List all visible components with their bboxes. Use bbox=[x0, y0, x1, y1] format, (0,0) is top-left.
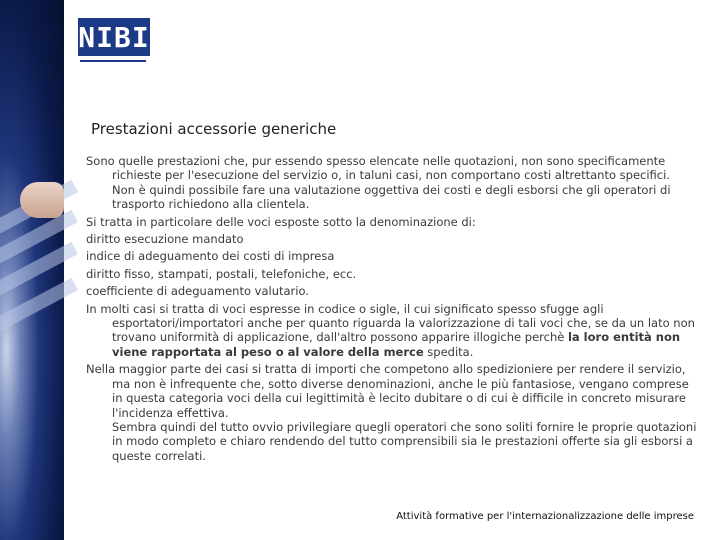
nibi-logo bbox=[78, 18, 150, 56]
footer-text: Attività formative per l'internazionalizzazione delle imprese bbox=[396, 511, 694, 522]
slide-title: Prestazioni accessorie generiche bbox=[91, 120, 337, 138]
logo-underline bbox=[80, 60, 146, 62]
decorative-side-image bbox=[0, 0, 64, 540]
list-item: indice di adeguamento dei costi di impresa bbox=[86, 249, 335, 264]
slide-body bbox=[86, 154, 698, 466]
paragraph-2: Si tratta in particolare delle voci esposte sotto la denominazione di: bbox=[86, 214, 476, 229]
list-item: diritto fisso, stampati, postali, telefoniche, ecc. bbox=[86, 266, 357, 281]
paragraph-1: Sono quelle prestazioni che, pur essendo spesso elencate nelle quotazioni, non sono specificamente richieste per l'esecuzione del servizio o, in taluni casi, non comportano costi altrettanto specifici. Non è quindi possibile fare una valutazione oggettiva dei costi e degli esborsi che gli operatori di trasporto richiedono alla clientela. bbox=[86, 154, 671, 212]
paragraph-4: Nella maggior parte dei casi si tratta di importi che competono allo spedizioniere per rendere il servizio, ma non è infrequente che, sotto diverse denominazioni, anche le più fantasiose, vengano comprese in questa categoria voci della cui legittimità è lecito dubitare o di cui è difficile in concreto misurare l'incidenza effettiva. Sembra quindi del tutto ovvio privilegiare quegli operatori che sono soliti fornire le proprie quotazioni in modo completo e chiaro rendendo del tutto comprensibili sia le prestazioni offerte sia gli esborsi a queste correlati. bbox=[86, 362, 697, 463]
logo-text: NIBI bbox=[78, 20, 150, 54]
paragraph-3: In molti casi si tratta di voci espresse in codice o sigle, il cui significato spesso sfugge agli esportatori/importatori anche per quanto riguarda la valorizzazione di tali voci che, se da un lato non trovano uniformità di applicazione, dall'altro possono apparire illogiche perchè la loro entità non viene rapportata al peso o al valore della merce spedita. bbox=[86, 301, 695, 359]
list-item: coefficiente di adeguamento valutario. bbox=[86, 284, 309, 299]
list-item: diritto esecuzione mandato bbox=[86, 232, 244, 247]
